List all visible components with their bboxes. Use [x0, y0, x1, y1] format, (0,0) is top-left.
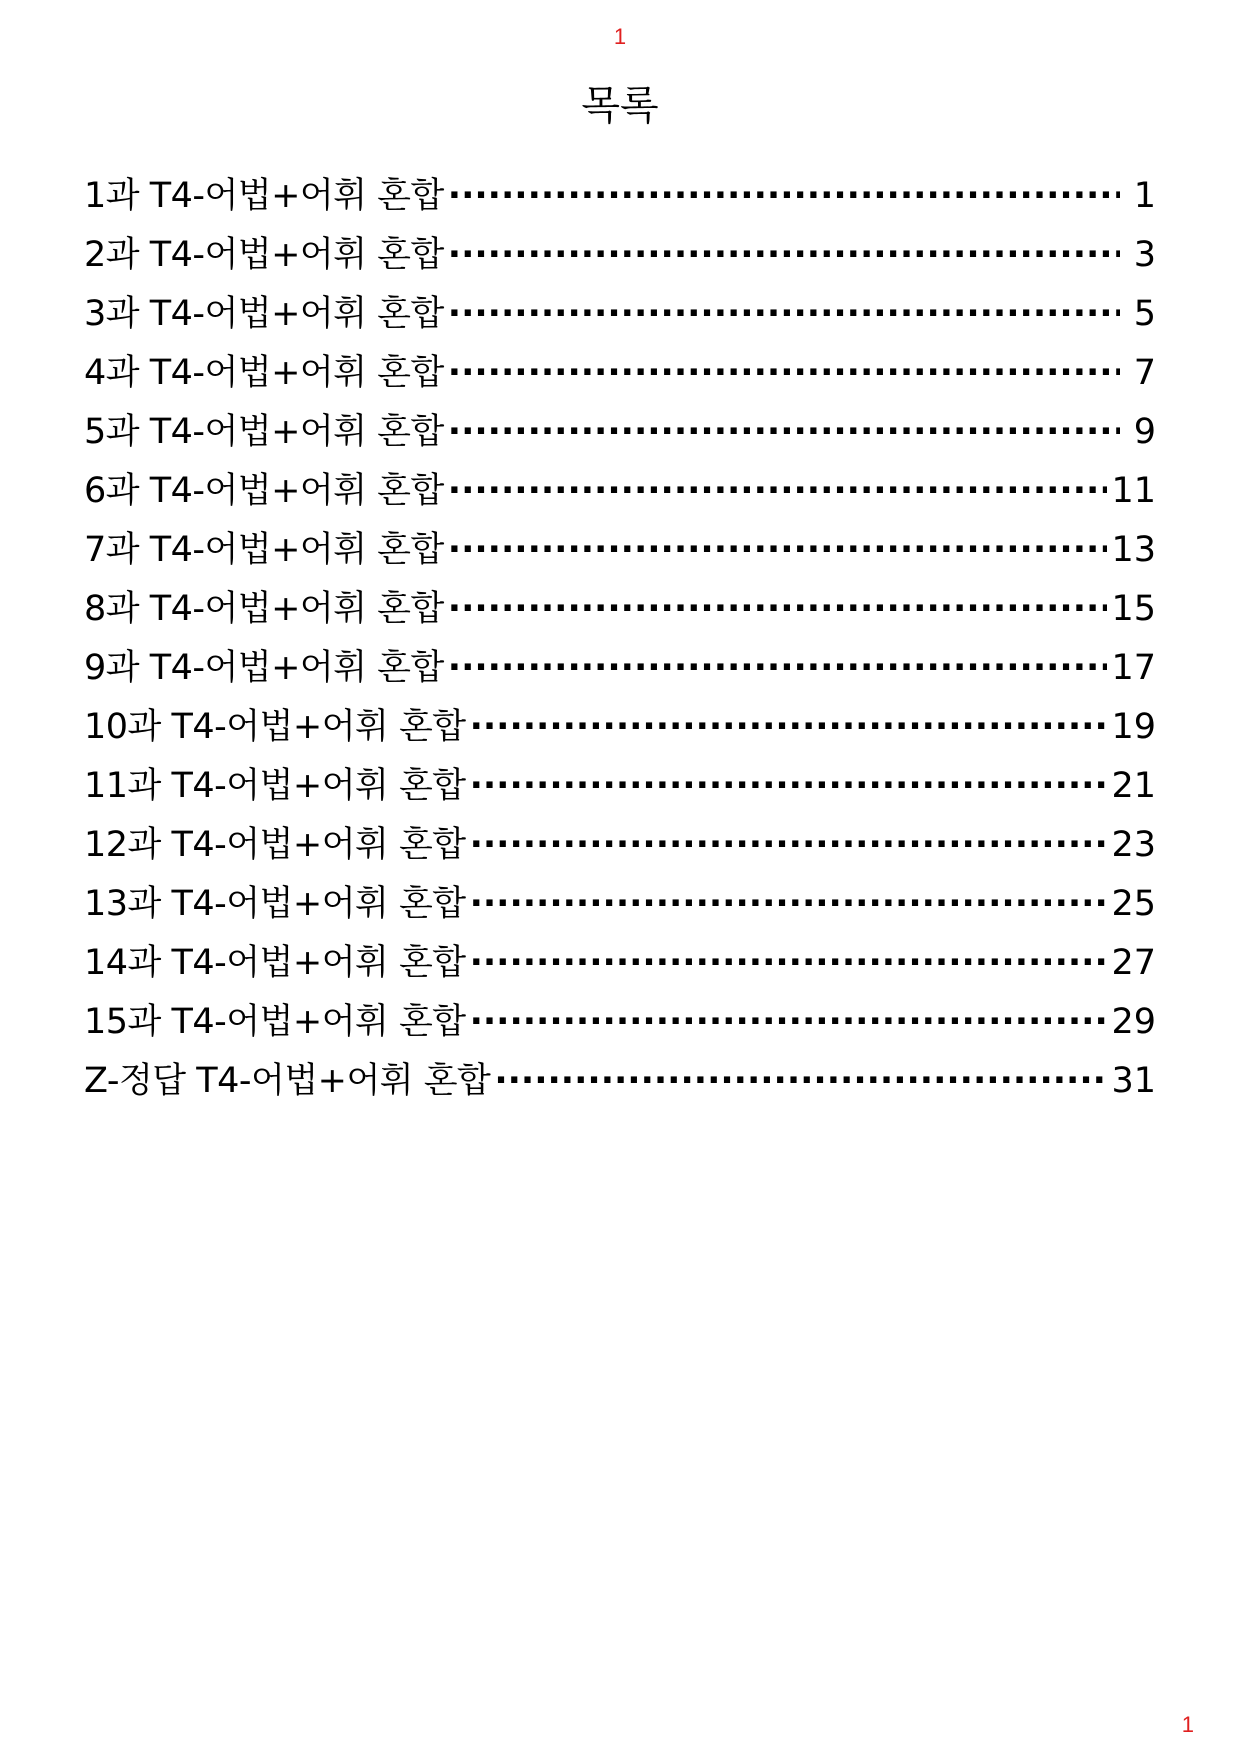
toc-entry-page: 15 — [1111, 589, 1156, 629]
toc-entry-page: 17 — [1111, 648, 1156, 688]
toc-entry[interactable] — [84, 1053, 1156, 1112]
toc-entry-page: 11 — [1111, 471, 1156, 511]
toc-entry-title: 4과 T4-어법+어휘 혼합 — [84, 353, 444, 393]
toc-entry-title: 11과 T4-어법+어휘 혼합 — [84, 766, 466, 806]
dot-leader — [448, 471, 1108, 511]
toc-list — [84, 168, 1156, 1112]
toc-entry-page: 29 — [1111, 1002, 1156, 1042]
toc-entry-title: 2과 T4-어법+어휘 혼합 — [84, 235, 444, 275]
toc-entry-page: 21 — [1111, 766, 1156, 806]
toc-entry-page: 3 — [1133, 235, 1156, 275]
toc-entry[interactable] — [84, 935, 1156, 994]
dot-leader — [448, 530, 1108, 570]
dot-leader — [448, 294, 1120, 334]
dot-leader — [448, 589, 1108, 629]
toc-entry-page: 27 — [1111, 943, 1156, 983]
toc-entry-title: 14과 T4-어법+어휘 혼합 — [84, 943, 466, 983]
toc-entry-page: 19 — [1111, 707, 1156, 747]
toc-entry[interactable] — [84, 994, 1156, 1053]
toc-entry-title: 12과 T4-어법+어휘 혼합 — [84, 825, 466, 865]
dot-leader — [470, 943, 1108, 983]
toc-entry-title: 6과 T4-어법+어휘 혼합 — [84, 471, 444, 511]
toc-entry-page: 31 — [1111, 1061, 1156, 1101]
toc-entry[interactable] — [84, 404, 1156, 463]
toc-entry-title: 3과 T4-어법+어휘 혼합 — [84, 294, 444, 334]
toc-entry-page: 9 — [1133, 412, 1156, 452]
toc-entry[interactable] — [84, 699, 1156, 758]
dot-leader — [448, 235, 1120, 275]
dot-leader — [448, 176, 1120, 216]
dot-leader — [448, 648, 1108, 688]
toc-entry-title: 9과 T4-어법+어휘 혼합 — [84, 648, 444, 688]
toc-entry-page: 25 — [1111, 884, 1156, 924]
dot-leader — [448, 353, 1120, 393]
toc-entry-page: 23 — [1111, 825, 1156, 865]
toc-entry[interactable] — [84, 758, 1156, 817]
toc-entry-page: 1 — [1133, 176, 1156, 216]
toc-entry[interactable] — [84, 876, 1156, 935]
toc-entry-title: 1과 T4-어법+어휘 혼합 — [84, 176, 444, 216]
toc-entry-title: 8과 T4-어법+어휘 혼합 — [84, 589, 444, 629]
toc-entry-page: 5 — [1133, 294, 1156, 334]
toc-entry-title: 15과 T4-어법+어휘 혼합 — [84, 1002, 466, 1042]
dot-leader — [470, 884, 1108, 924]
toc-entry[interactable] — [84, 581, 1156, 640]
toc-entry[interactable] — [84, 522, 1156, 581]
toc-entry[interactable] — [84, 640, 1156, 699]
toc-title: 목록 — [581, 83, 659, 129]
dot-leader — [470, 1002, 1108, 1042]
dot-leader — [448, 412, 1120, 452]
toc-entry[interactable] — [84, 168, 1156, 227]
dot-leader — [494, 1061, 1107, 1101]
toc-entry[interactable] — [84, 227, 1156, 286]
footer-page-number: 1 — [1181, 1712, 1194, 1737]
toc-entry-title: 7과 T4-어법+어휘 혼합 — [84, 530, 444, 570]
toc-entry[interactable] — [84, 817, 1156, 876]
toc-entry-title: 13과 T4-어법+어휘 혼합 — [84, 884, 466, 924]
toc-entry[interactable] — [84, 463, 1156, 522]
dot-leader — [470, 766, 1108, 806]
dot-leader — [470, 707, 1108, 747]
toc-entry[interactable] — [84, 345, 1156, 404]
dot-leader — [470, 825, 1108, 865]
toc-entry-title: 5과 T4-어법+어휘 혼합 — [84, 412, 444, 452]
header-page-marker: 1 — [613, 24, 627, 49]
toc-entry-page: 7 — [1133, 353, 1156, 393]
toc-entry[interactable] — [84, 286, 1156, 345]
toc-entry-title: 10과 T4-어법+어휘 혼합 — [84, 707, 466, 747]
toc-entry-title: Z-정답 T4-어법+어휘 혼합 — [84, 1061, 491, 1101]
toc-entry-page: 13 — [1111, 530, 1156, 570]
